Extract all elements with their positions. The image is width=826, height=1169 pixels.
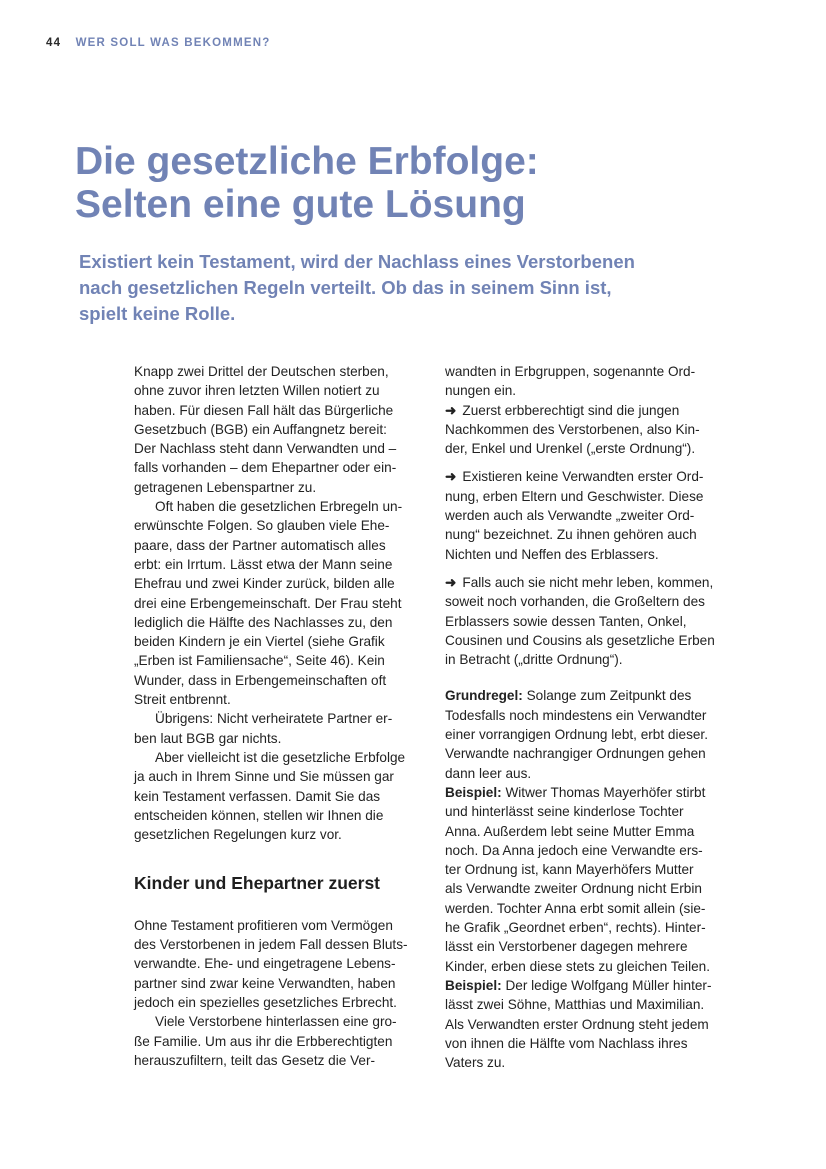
text-line: Ehefrau und zwei Kinder zurück, bilden alle <box>134 576 395 592</box>
text-line: ohne zuvor ihren letzten Willen notiert zu <box>134 383 380 399</box>
text-line: Anna. Außerdem lebt seine Mutter Emma <box>445 823 695 839</box>
text-line: ja auch in Ihrem Sinne und Sie müssen gar <box>134 769 394 785</box>
text-line: Übrigens: Nicht verheiratete Partner er- <box>155 711 393 727</box>
text-line: von ihnen die Hälfte vom Nachlass ihres <box>445 1035 688 1051</box>
text-line: als Verwandte zweiter Ordnung nicht Erbin <box>445 881 702 897</box>
text-line: soweit noch vorhanden, die Großeltern des <box>445 594 705 610</box>
text-line: herauszufiltern, teilt das Gesetz die Ver- <box>134 1052 376 1068</box>
text-line: Kinder, erben diese stets zu gleichen Teilen. <box>445 958 710 974</box>
text-line: jedoch ein spezielles gesetzliches Erbrecht. <box>134 994 397 1010</box>
lead-line: spielt keine Rolle. <box>79 303 236 324</box>
text-line: ter Ordnung ist, kann Mayerhöfers Mutter <box>445 862 694 878</box>
running-header <box>46 37 270 49</box>
text-line: dann leer aus. <box>445 765 532 781</box>
bullet-third-order <box>445 573 737 669</box>
intro-paragraph <box>134 362 424 844</box>
text-line: Falls auch sie nicht mehr leben, kommen, <box>462 574 714 590</box>
text-line: beiden Kindern je ein Viertel (siehe Grafik <box>134 634 385 650</box>
text-line: drei eine Erbengemeinschaft. Der Frau steht <box>134 595 402 611</box>
text-line: nungen ein. <box>445 383 517 399</box>
text-line: ben laut BGB gar nichts. <box>134 730 282 746</box>
text-line: Oft haben die gesetzlichen Erbregeln un- <box>155 499 403 515</box>
text-line: lässt ein Verstorbener dagegen mehrere <box>445 939 688 955</box>
text-line: Ohne Testament profitieren vom Vermögen <box>134 917 393 933</box>
text-line: haben. Für diesen Fall hält das Bürgerliche <box>134 402 394 418</box>
bullet-first-order <box>445 401 737 459</box>
text-line: kein Testament verfassen. Damit Sie das <box>134 788 381 804</box>
beispiel-label: Beispiel: <box>445 977 502 993</box>
text-line: Verwandte nachrangiger Ordnungen gehen <box>445 746 706 762</box>
page-number: 44 <box>46 37 62 49</box>
text-line: des Verstorbenen in jedem Fall dessen Bluts- <box>134 937 408 953</box>
intro-paragraph <box>445 362 737 401</box>
text-line: Viele Verstorbene hinterlassen eine gro- <box>155 1014 397 1030</box>
text-line: Wunder, dass in Erbengemeinschaften oft <box>134 672 387 688</box>
lead-line: nach gesetzlichen Regeln verteilt. Ob das in seinem Sinn ist, <box>79 277 612 298</box>
grundregel-paragraph <box>445 686 737 782</box>
text-line: Zuerst erbberechtigt sind die jungen <box>462 402 680 418</box>
left-column <box>134 362 424 1070</box>
text-line: und hinterlässt seine kinderlose Tochter <box>445 804 684 820</box>
text-line: einer vorrangigen Ordnung lebt, erbt dieser. <box>445 727 708 743</box>
text-line: verwandte. Ehe- und eingetragene Lebens- <box>134 956 396 972</box>
text-line: gesetzlichen Regelungen kurz vor. <box>134 827 342 843</box>
text-line: Solange zum Zeitpunkt des <box>522 688 692 704</box>
text-line: Nichten und Neffen des Erblassers. <box>445 546 659 562</box>
text-line: nung, erben Eltern und Geschwister. Diese <box>445 488 704 504</box>
beispiel-label: Beispiel: <box>445 784 502 800</box>
text-line: „Erben ist Familiensache“, Seite 46). Kein <box>134 653 385 669</box>
text-line: partner sind zwar keine Verwandten, haben <box>134 975 396 991</box>
text-line: Knapp zwei Drittel der Deutschen sterben, <box>134 364 389 379</box>
text-line: lediglich die Hälfte des Nachlasses zu, den <box>134 614 393 630</box>
text-line: Nachkommen des Verstorbenen, also Kin- <box>445 421 700 437</box>
text-line: Gesetzbuch (BGB) ein Auffangnetz bereit: <box>134 421 387 437</box>
text-line: noch. Da Anna jedoch eine Verwandte ers- <box>445 842 703 858</box>
arrow-icon: ➜ <box>445 469 457 485</box>
chapter-title <box>75 140 775 226</box>
text-line: Erblassers sowie dessen Tanten, Onkel, <box>445 613 687 629</box>
text-line: falls vorhanden – dem Ehepartner oder ein- <box>134 460 397 476</box>
text-line: nung“ bezeichnet. Zu ihnen gehören auch <box>445 527 697 543</box>
text-line: Der Nachlass steht dann Verwandten und – <box>134 441 397 457</box>
text-line: Witwer Thomas Mayerhöfer stirbt <box>501 784 706 800</box>
beispiel-paragraph <box>445 976 737 1072</box>
text-line: entscheiden können, stellen wir Ihnen die <box>134 807 384 823</box>
beispiel-paragraph <box>445 783 737 976</box>
text-line: der, Enkel und Urenkel („erste Ordnung“). <box>445 441 696 457</box>
chapter-title-line: Selten eine gute Lösung <box>75 183 526 226</box>
text-line: werden. Tochter Anna erbt somit allein (sie- <box>445 900 706 916</box>
text-line: Streit entbrennt. <box>134 692 231 708</box>
text-line: he Grafik „Geordnet erben“, rechts). Hinter- <box>445 920 706 936</box>
chapter-title-line: Die gesetzliche Erbfolge: <box>75 140 539 183</box>
text-line: getragenen Lebenspartner zu. <box>134 479 317 495</box>
arrow-icon: ➜ <box>445 402 457 418</box>
text-line: Als Verwandten erster Ordnung steht jedem <box>445 1016 709 1032</box>
section-title: WER SOLL WAS BEKOMMEN? <box>75 37 271 49</box>
bullet-second-order <box>445 467 737 563</box>
text-line: in Betracht („dritte Ordnung“). <box>445 652 623 668</box>
text-line: wandten in Erbgruppen, sogenannte Ord- <box>445 364 696 379</box>
text-line: Der ledige Wolfgang Müller hinter- <box>501 977 712 993</box>
text-line: lässt zwei Söhne, Matthias und Maximilian. <box>445 997 705 1013</box>
text-line: ße Familie. Um aus ihr die Erbberechtigten <box>134 1033 393 1049</box>
text-line: Vaters zu. <box>445 1055 506 1071</box>
text-line: Todesfalls noch mindestens ein Verwandter <box>445 707 707 723</box>
text-line: paare, dass der Partner automatisch alles <box>134 537 386 553</box>
grundregel-label: Grundregel: <box>445 688 523 704</box>
text-line: erwünschte Folgen. So glauben viele Ehe- <box>134 518 390 534</box>
text-line: erbt: ein Irrtum. Lässt etwa der Mann seine <box>134 556 393 572</box>
text-line: Existieren keine Verwandten erster Ord- <box>462 469 704 485</box>
text-line: Aber vielleicht ist die gesetzliche Erbfolge <box>155 749 406 765</box>
lead-line: Existiert kein Testament, wird der Nachlass eines Verstorbenen <box>79 251 635 272</box>
lead-paragraph <box>79 249 719 327</box>
section-subheading: Kinder und Ehepartner zuerst <box>134 873 381 894</box>
text-line: Cousinen und Cousins als gesetzliche Erben <box>445 632 715 648</box>
right-column <box>445 362 737 1072</box>
subsection-paragraph <box>134 916 424 1070</box>
text-line: werden auch als Verwandte „zweiter Ord- <box>445 508 695 524</box>
arrow-icon: ➜ <box>445 574 457 590</box>
